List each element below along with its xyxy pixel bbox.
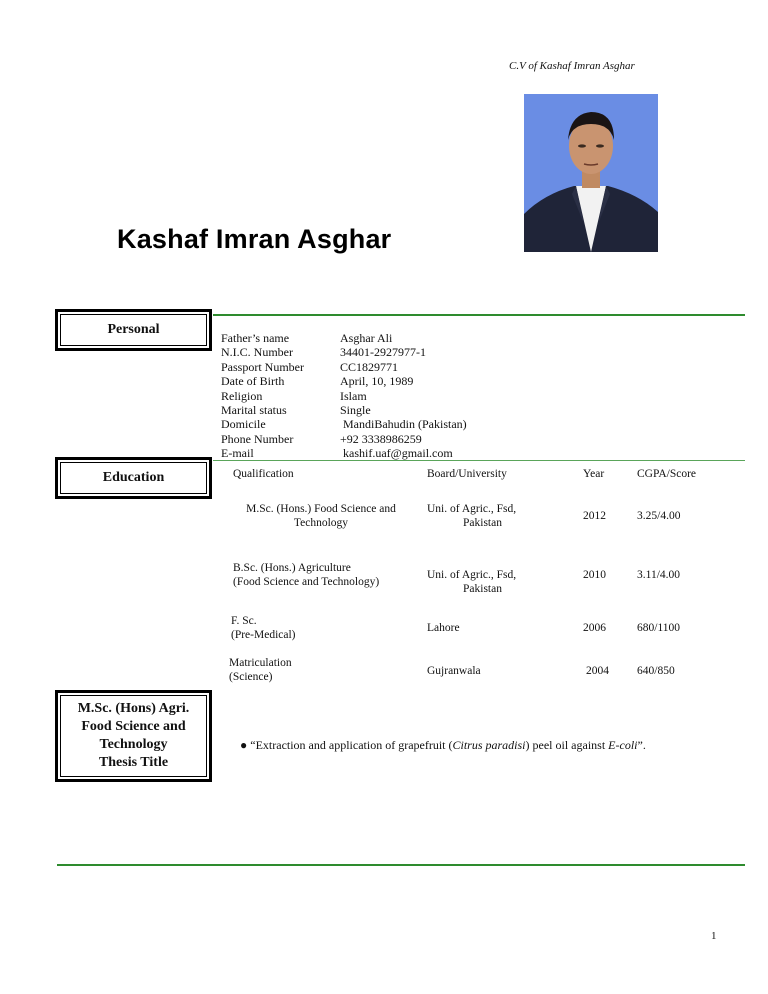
personal-row: Domicile MandiBahudin (Pakistan) — [221, 417, 467, 432]
score-cell: 640/850 — [637, 665, 675, 677]
candidate-name: Kashaf Imran Asghar — [117, 224, 392, 254]
personal-row: Passport Number CC1829771 — [221, 359, 399, 374]
thesis-title: ● “Extraction and application of grapefruit (Citrus paradisi) peel oil against E-coli”. — [240, 738, 646, 752]
header-score: CGPA/Score — [637, 468, 696, 480]
table-row: Matriculation (Science) — [229, 657, 292, 683]
personal-row: Phone Number +92 3338986259 — [221, 431, 422, 446]
header-board: Board/University — [427, 468, 507, 480]
thesis-section-box — [55, 690, 212, 782]
personal-row: Marital status Single — [221, 403, 371, 418]
year-cell: 2006 — [583, 622, 606, 634]
page-number: 1 — [711, 930, 717, 942]
year-cell: 2010 — [583, 569, 606, 581]
personal-row: E-mail kashif.uaf@gmail.com — [221, 446, 453, 461]
table-row: B.Sc. (Hons.) Agriculture (Food Science and Technology) — [233, 562, 380, 588]
bottom-rule — [57, 864, 745, 866]
header-note: C.V of Kashaf Imran Asghar — [509, 60, 635, 72]
year-cell: 2012 — [583, 510, 606, 522]
year-cell: 2004 — [586, 665, 609, 677]
bullet-icon: ● — [240, 738, 248, 752]
board-cell: Gujranwala — [427, 665, 481, 677]
personal-row: Date of Birth April, 10, 1989 — [221, 374, 414, 389]
header-qualification: Qualification — [233, 468, 294, 480]
table-row: M.Sc. (Hons.) Food Science and Technology — [246, 503, 396, 529]
score-cell: 680/1100 — [637, 622, 681, 634]
table-row: F. Sc. (Pre-Medical) — [231, 615, 296, 641]
score-cell: 3.11/4.00 — [637, 569, 681, 581]
personal-row: Religion Islam — [221, 388, 367, 403]
board-cell: Lahore — [427, 622, 460, 634]
board-cell: Uni. of Agric., Fsd, Pakistan — [427, 569, 517, 595]
personal-row: N.I.C. Number 34401-2927977-1 — [221, 345, 426, 360]
board-cell: Uni. of Agric., Fsd, Pakistan — [427, 503, 517, 529]
thesis-section-label: M.Sc. (Hons) Agri. Food Science and Technology Thesis Title — [60, 695, 207, 777]
personal-section-label: Personal — [60, 314, 207, 346]
header-year: Year — [583, 468, 605, 480]
education-section-label: Education — [60, 462, 207, 494]
score-cell: 3.25/4.00 — [637, 510, 681, 522]
personal-row: Father’s name Asghar Ali — [221, 331, 393, 345]
